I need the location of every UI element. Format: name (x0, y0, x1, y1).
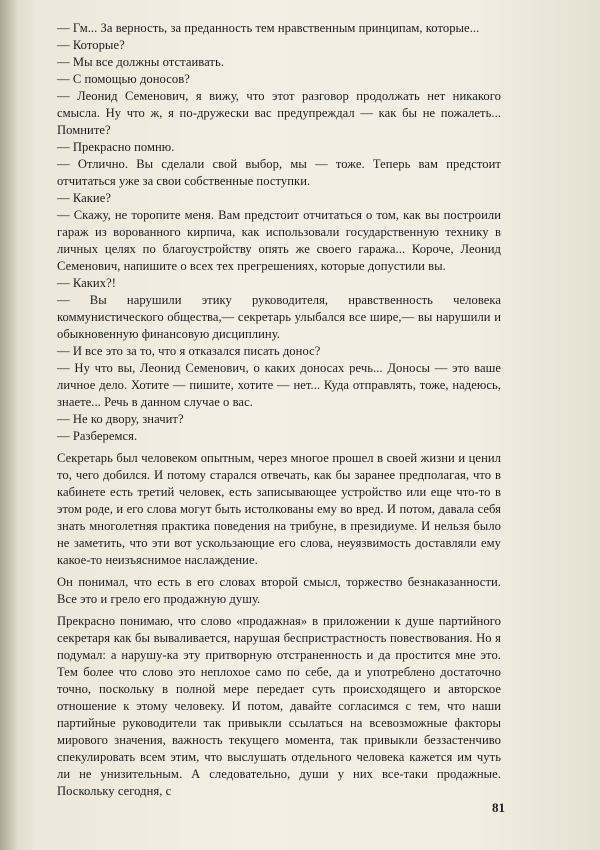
binding-shadow (0, 0, 18, 850)
paragraph: — Прекрасно помню. (57, 140, 175, 154)
paragraph: Прекрасно понимаю, что слово «продажная» в приложении к душе партийного секретаря как бы вываливается, нарушая беспристрастность повествования. Но я подумал: а нарушу-ка эту притворную отстраненность и да простится мне это. Тем более что слово это неплохое само по себе, да и употреблено достаточно точно, поскольку в полной мере передает суть происходящего и авторское отношение к этому человеку. И потом, давайте согласимся с тем, что наши партийные руководители так привыкли ссылаться на всевозможные факторы мирового значения, важность текущего момента, так привыкли беззастенчиво спекулировать всем этим, что выслушать отдельного человека кажется им чуть ли не унизительным. А следовательно, души у них все-таки продажные. Поскольку сегодня, с (57, 614, 501, 798)
paragraph: — Разберемся. (57, 429, 138, 443)
paragraph: — Отлично. Вы сделали свой выбор, мы — тоже. Теперь вам предстоит отчитаться уже за свои собственные поступки. (57, 157, 501, 188)
paragraph: — Вы нарушили этику руководителя, нравственность человека коммунистического общества,— секретарь улыбался все шире,— вы нарушили и обыкновенную финансовую дисциплину. (57, 293, 501, 341)
paragraph: — Каких?! (57, 276, 116, 290)
paragraph: — Скажу, не торопите меня. Вам предстоит отчитаться о том, как вы построили гараж из ворованного кирпича, как использовали государственную технику в личных целях по благоустройству опять же своего гаража... Короче, Леонид Семенович, напишите о всех тех прегрешениях, которые допустили вы. (57, 208, 501, 273)
paragraph: — Не ко двору, значит? (57, 412, 184, 426)
paragraph: — Ну что вы, Леонид Семенович, о каких доносах речь... Доносы — это ваше личное дело. Хотите — пишите, хотите — нет... Куда отправлять, тоже, надеюсь, знаете... Речь в данном случае о вас. (57, 361, 501, 409)
paragraph: — Гм... За верность, за преданность тем нравственным принципам, которые... (57, 21, 480, 35)
paragraph: Секретарь был человеком опытным, через многое прошел в своей жизни и ценил то, чего добился. И потому старался отвечать, как бы заранее предполагая, что в кабинете есть третий человек, есть записывающее устройство или еще что-то в этом роде, и его слова могут быть истолкованы ему во вред. И потом, давала себя знать многолетняя практика поведения на трибуне, в президиуме. И нельзя было не заметить, что эти вот ускользающие его слова, неуязвимость доставляли ему какое-то неизъяснимое наслаждение. (57, 451, 501, 567)
paragraph: — Леонид Семенович, я вижу, что этот разговор продолжать нет никакого смысла. Ну что ж, я по-дружески вас предупреждал — как бы не пожалеть... Помните? (57, 89, 501, 137)
paragraph: Он понимал, что есть в его словах второй смысл, торжество безнаказанности. Все это и грело его продажную душу. (57, 575, 501, 606)
paragraph: — Которые? (57, 38, 125, 52)
paragraph: — Какие? (57, 191, 112, 205)
page-number: 81 (492, 800, 505, 815)
paragraph: — С помощью доносов? (57, 72, 190, 86)
paragraph: — И все это за то, что я отказался писать донос? (57, 344, 321, 358)
page-body-text (57, 20, 501, 800)
paragraph: — Мы все должны отстаивать. (57, 55, 224, 69)
